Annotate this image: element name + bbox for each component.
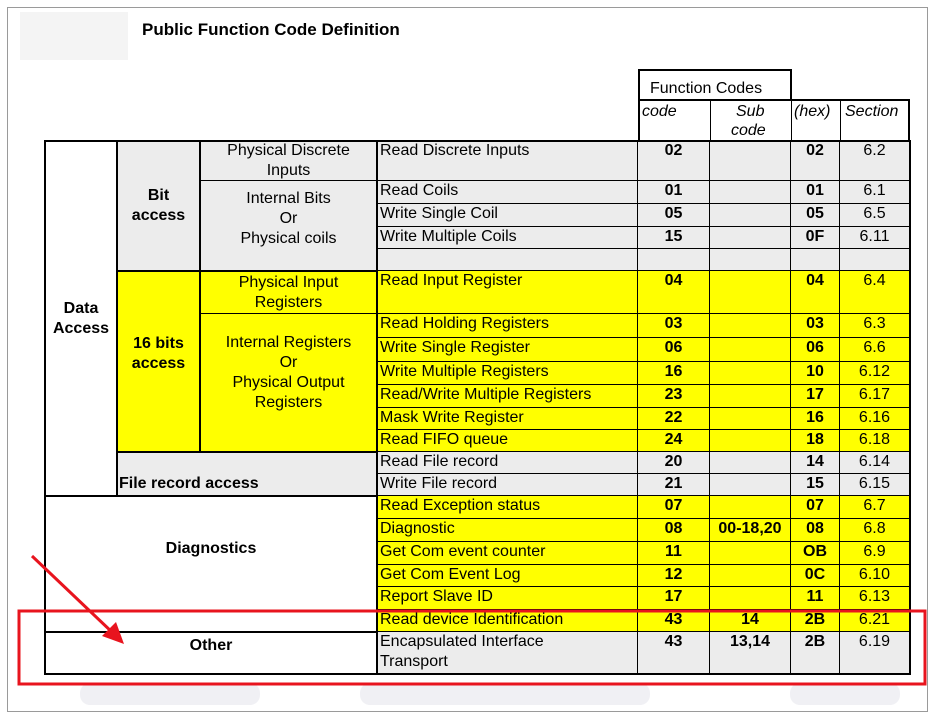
row-code: 15	[664, 228, 683, 245]
row-section: 6.19	[858, 633, 891, 650]
row-name: Write File record	[380, 475, 498, 492]
category-label: Diagnostics	[165, 540, 257, 557]
row-code: 23	[664, 386, 683, 403]
row-section: 6.18	[858, 431, 891, 448]
row-sub: 13,14	[729, 633, 771, 650]
row-code: 06	[664, 339, 683, 356]
row-code: 22	[664, 409, 683, 426]
header-function-codes: Function Codes	[650, 80, 763, 97]
row-code: 43	[664, 611, 683, 628]
row-section: 6.14	[858, 453, 891, 470]
row-code: 03	[664, 315, 683, 332]
row-hex: 02	[806, 142, 824, 159]
row-hex: 01	[806, 182, 824, 199]
row-name: Read device Identification	[380, 611, 564, 628]
row-section: 6.2	[863, 142, 886, 159]
row-hex: 18	[806, 431, 824, 448]
category-label: Bit	[147, 187, 170, 204]
row-code: 20	[664, 453, 683, 470]
category-label: Inputs	[266, 162, 311, 179]
header-section: Section	[845, 103, 899, 120]
row-name: Read Input Register	[380, 272, 523, 289]
header-hex: (hex)	[794, 103, 831, 120]
category-label: Other	[189, 637, 233, 654]
annotation-arrow	[32, 556, 114, 634]
header-subcode-line1: Sub	[736, 103, 765, 120]
row-hex: 03	[806, 315, 824, 332]
row-name: Read/Write Multiple Registers	[380, 386, 592, 403]
row-section: 6.11	[859, 228, 890, 245]
row-section: 6.21	[858, 611, 891, 628]
row-name: Get Com event counter	[380, 543, 546, 560]
row-hex: 08	[806, 520, 824, 537]
row-section: 6.9	[863, 543, 886, 560]
row-name: Write Multiple Registers	[380, 363, 549, 380]
row-name: Report Slave ID	[380, 588, 493, 605]
row-hex: 0C	[804, 566, 826, 583]
category-label: Registers	[254, 293, 323, 311]
category-label: Internal Bits	[246, 190, 331, 207]
row-name: Encapsulated Interface	[380, 633, 544, 650]
row-hex: 06	[806, 339, 824, 356]
row-hex: 15	[806, 475, 824, 492]
category-label: Physical Input	[238, 273, 339, 291]
row-code: 02	[664, 142, 683, 159]
row-section: 6.16	[858, 409, 891, 426]
category-label: 16 bits	[133, 335, 184, 352]
row-code: 05	[664, 205, 683, 222]
row-code: 17	[664, 588, 683, 605]
row-hex: 05	[806, 205, 824, 222]
row-code: 12	[664, 566, 683, 583]
highlight-box	[19, 611, 925, 684]
row-code: 16	[664, 363, 683, 380]
row-hex: 11	[806, 588, 824, 605]
header-code: code	[642, 103, 677, 120]
row-section: 6.12	[858, 363, 891, 380]
row-name: Read File record	[380, 453, 499, 470]
row-hex: 0F	[805, 228, 825, 245]
row-name: Diagnostic	[380, 520, 455, 537]
row-section: 6.3	[863, 315, 886, 332]
row-hex: 2B	[804, 611, 826, 628]
row-code: 11	[665, 543, 682, 560]
row-section: 6.10	[858, 566, 891, 583]
row-sub: 14	[741, 611, 759, 628]
category-label: access	[131, 207, 186, 224]
row-section: 6.15	[858, 475, 891, 492]
row-section: 6.13	[858, 588, 891, 605]
row-name: Write Single Register	[380, 339, 530, 356]
category-label: Internal Registers	[225, 334, 352, 351]
row-name: Read Coils	[380, 182, 459, 199]
row-section: 6.8	[863, 520, 886, 537]
category-label: Data	[63, 299, 99, 317]
category-label: Physical Discrete	[227, 142, 350, 159]
row-name-line2: Transport	[380, 653, 448, 670]
row-section: 6.4	[863, 272, 886, 289]
row-hex: 2B	[804, 633, 826, 650]
category-label: Physical Output	[232, 374, 345, 391]
row-code: 43	[664, 633, 683, 650]
row-section: 6.1	[863, 182, 886, 199]
row-hex: 04	[806, 272, 824, 289]
row-code: 21	[664, 475, 683, 492]
row-code: 08	[664, 520, 683, 537]
row-name: Write Multiple Coils	[380, 228, 517, 245]
row-code: 04	[664, 272, 683, 289]
row-section: 6.17	[858, 386, 891, 403]
row-hex: 10	[806, 363, 824, 380]
category-label: Physical coils	[240, 230, 337, 247]
row-hex: 16	[806, 409, 824, 426]
row-name: Read Holding Registers	[380, 315, 549, 332]
row-name: Write Single Coil	[380, 205, 498, 222]
row-code: 07	[664, 497, 683, 514]
row-name: Read FIFO queue	[380, 431, 509, 448]
row-section: 6.7	[863, 497, 886, 514]
row-hex: OB	[803, 543, 827, 560]
category-label: Or	[279, 354, 298, 371]
row-code: 01	[664, 182, 683, 199]
category-label: Or	[279, 210, 298, 227]
category-label: Access	[52, 319, 110, 337]
row-name: Get Com Event Log	[380, 566, 521, 583]
row-name: Mask Write Register	[380, 409, 524, 426]
category-label: Registers	[254, 394, 323, 411]
row-sub: 00-18,20	[718, 520, 782, 537]
row-section: 6.5	[863, 205, 886, 222]
row-hex: 07	[806, 497, 824, 514]
row-section: 6.6	[863, 339, 886, 356]
page-title: Public Function Code Definition	[142, 20, 400, 39]
header-subcode-line2: code	[731, 122, 766, 139]
category-label: File record access	[119, 475, 259, 492]
row-code: 24	[664, 431, 683, 448]
row-name: Read Exception status	[380, 497, 541, 514]
row-hex: 14	[806, 453, 824, 470]
row-hex: 17	[806, 386, 824, 403]
category-label: access	[131, 355, 186, 372]
row-name: Read Discrete Inputs	[380, 142, 530, 159]
